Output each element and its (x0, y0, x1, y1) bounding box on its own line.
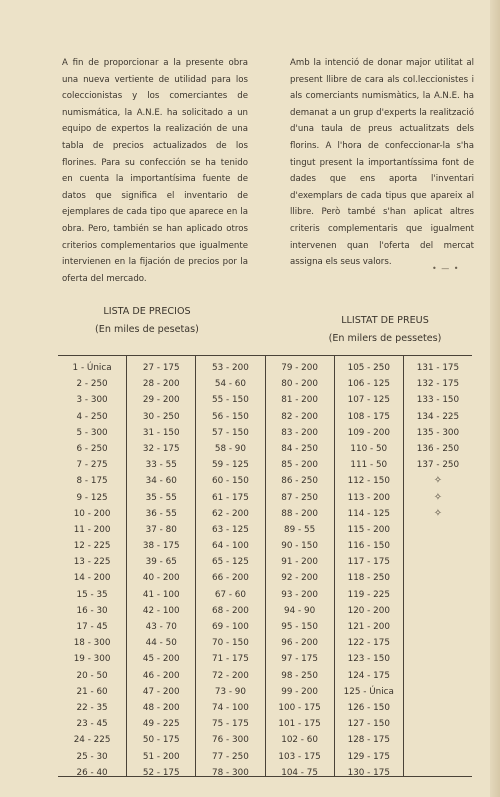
price-entry: 65 - 125 (212, 557, 249, 568)
price-entry: 52 - 175 (142, 767, 180, 778)
price-entry: 125 - Única (343, 686, 394, 697)
price-entry: 135 - 300 (416, 427, 460, 438)
price-entry: 127 - 150 (347, 719, 390, 730)
price-entry: 20 - 50 (76, 670, 108, 681)
price-entry: 85 - 200 (281, 460, 318, 471)
price-entry: 122 - 175 (347, 638, 390, 649)
price-entry: 115 - 200 (347, 524, 390, 535)
price-entry: 119 - 225 (347, 589, 390, 600)
price-entry: 100 - 175 (278, 702, 321, 713)
price-entry: 26 - 40 (76, 767, 108, 778)
price-entry: 68 - 200 (212, 605, 249, 616)
price-entry: 112 - 150 (347, 476, 390, 487)
price-entry: 99 - 200 (281, 686, 318, 697)
price-column (403, 356, 472, 776)
price-entry: 77 - 250 (212, 751, 249, 762)
price-entry: 93 - 200 (281, 589, 318, 600)
price-entry: 23 - 45 (76, 719, 108, 730)
price-entry: 17 - 45 (76, 622, 108, 632)
price-entry: 137 - 250 (416, 460, 460, 471)
price-entry: 71 - 175 (212, 654, 249, 665)
price-entry: 128 - 175 (347, 735, 390, 746)
price-entry: 6 - 250 (76, 443, 108, 454)
price-entry: 35 - 55 (145, 492, 177, 503)
price-entry: 44 - 50 (145, 638, 177, 649)
price-column (195, 356, 264, 776)
ornament: • — • (432, 264, 460, 273)
price-entry: 18 - 300 (73, 638, 111, 649)
price-entry: 86 - 250 (281, 476, 318, 487)
price-entry: 132 - 175 (416, 379, 460, 390)
price-entry: 38 - 175 (142, 541, 180, 552)
price-entry: 103 - 175 (278, 751, 321, 762)
price-entry: 121 - 200 (347, 622, 390, 632)
price-entry: 114 - 125 (347, 508, 390, 519)
price-entry: 90 - 150 (281, 541, 318, 552)
price-entry: 48 - 200 (142, 702, 180, 713)
price-entry: 109 - 200 (347, 427, 390, 438)
intro-paragraph-spanish: A fin de proporcionar a la presente obra una nueva vertiente de utilidad para los coleccionistas y los comerciantes de numismática, la A.N.E. ha solicitado a un equipo de expertos la realización de una tabla de precios actualizados de los florines. Para su confección se ha tenido en cuenta la importantísima fuente de datos que significa el inventario de ejemplares de cada tipo que aparece en la obra. Pero, también se han aplicado otros criterios complementarios que igualmente intervienen en la fijación de precios por la oferta del mercado. (62, 58, 248, 284)
price-entry: 102 - 60 (281, 735, 318, 746)
price-entry: 3 - 300 (76, 395, 108, 406)
price-entry: 110 - 50 (350, 443, 388, 454)
price-entry: 15 - 35 (76, 589, 108, 600)
price-entry: 55 - 150 (212, 395, 249, 406)
price-entry: 49 - 225 (142, 719, 180, 730)
price-entry: 64 - 100 (212, 541, 249, 552)
price-entry: 70 - 150 (212, 638, 249, 649)
price-entry: 47 - 200 (142, 686, 180, 697)
price-entry: 30 - 250 (142, 411, 180, 422)
price-entry: 124 - 175 (347, 670, 390, 681)
price-table (58, 355, 472, 777)
star-ornament-icon: ✧ (433, 507, 443, 519)
price-entry: 2 - 250 (76, 379, 108, 390)
price-entry: 75 - 175 (212, 719, 249, 730)
price-entry: 5 - 300 (76, 427, 108, 438)
price-entry: 25 - 30 (76, 751, 108, 762)
price-entry: 40 - 200 (142, 573, 180, 584)
price-entry: 36 - 55 (145, 508, 177, 519)
price-entry: 83 - 200 (281, 427, 318, 438)
price-entry: 34 - 60 (145, 476, 177, 487)
price-entry: 53 - 200 (212, 363, 249, 373)
price-entry: 117 - 175 (347, 557, 390, 568)
price-entry: 50 - 175 (142, 735, 180, 746)
price-entry: 97 - 175 (281, 654, 318, 665)
price-entry: 62 - 200 (212, 508, 249, 519)
price-entry: 63 - 125 (212, 524, 249, 535)
price-entry: 14 - 200 (73, 573, 111, 584)
price-entry: 79 - 200 (281, 363, 318, 373)
price-entry: 108 - 175 (347, 411, 390, 422)
price-entry: 80 - 200 (281, 379, 318, 390)
price-entry: 60 - 150 (212, 476, 249, 487)
price-entry: 33 - 55 (145, 460, 177, 471)
price-entry: 96 - 200 (281, 638, 318, 649)
price-entry: 12 - 225 (73, 541, 111, 552)
star-ornament-icon: ✧ (433, 475, 443, 487)
price-entry: 91 - 200 (281, 557, 318, 568)
price-column (126, 356, 195, 776)
price-entry: 118 - 250 (347, 573, 390, 584)
price-entry: 51 - 200 (142, 751, 180, 762)
page-edge (490, 0, 500, 797)
price-entry: 43 - 70 (145, 622, 177, 632)
price-entry: 92 - 200 (281, 573, 318, 584)
price-entry: 120 - 200 (347, 605, 390, 616)
price-entry: 16 - 30 (76, 605, 108, 616)
price-column (334, 356, 403, 776)
price-list-title-spanish: LISTA DE PRECIOS (103, 306, 191, 317)
price-list-subtitle-spanish: (En miles de pesetas) (95, 324, 199, 335)
price-list-title-catalan: LLISTAT DE PREUS (341, 315, 429, 326)
price-entry: 59 - 125 (212, 460, 249, 471)
price-entry: 94 - 90 (284, 605, 316, 616)
price-entry: 84 - 250 (281, 443, 318, 454)
price-entry: 111 - 50 (350, 460, 388, 471)
price-entry: 98 - 250 (281, 670, 318, 681)
price-entry: 58 - 90 (214, 443, 246, 454)
price-entry: 54 - 60 (214, 379, 246, 390)
price-entry: 95 - 150 (281, 622, 318, 632)
price-entry: 41 - 100 (142, 589, 180, 600)
price-entry: 19 - 300 (73, 654, 111, 665)
price-entry: 105 - 250 (347, 363, 390, 373)
price-entry: 9 - 125 (76, 492, 108, 503)
price-entry: 104 - 75 (281, 767, 318, 778)
price-entry: 1 - Única (72, 363, 112, 373)
price-entry: 101 - 175 (278, 719, 321, 730)
price-entry: 76 - 300 (212, 735, 249, 746)
price-entry: 89 - 55 (284, 524, 316, 535)
price-entry: 113 - 200 (347, 492, 390, 503)
price-entry: 29 - 200 (142, 395, 180, 406)
price-entry: 72 - 200 (212, 670, 249, 681)
price-entry: 27 - 175 (142, 363, 180, 373)
price-column (58, 356, 126, 776)
price-entry: 31 - 150 (142, 427, 180, 438)
price-entry: 130 - 175 (347, 767, 390, 778)
price-entry: 116 - 150 (347, 541, 390, 552)
price-entry: 74 - 100 (212, 702, 249, 713)
price-entry: 66 - 200 (212, 573, 249, 584)
price-entry: 46 - 200 (142, 670, 180, 681)
price-entry: 133 - 150 (416, 395, 460, 406)
price-entry: 134 - 225 (416, 411, 460, 422)
price-entry: 136 - 250 (416, 443, 460, 454)
price-list-subtitle-catalan: (En milers de pessetes) (328, 333, 442, 344)
price-entry: 21 - 60 (76, 686, 108, 697)
price-column (265, 356, 334, 776)
price-entry: 32 - 175 (142, 443, 180, 454)
price-entry: 78 - 300 (212, 767, 249, 778)
price-entry: 13 - 225 (73, 557, 111, 568)
price-entry: 106 - 125 (347, 379, 390, 390)
price-entry: 28 - 200 (142, 379, 180, 390)
price-entry: 81 - 200 (281, 395, 318, 406)
price-entry: 10 - 200 (73, 508, 111, 519)
price-entry: 22 - 35 (76, 702, 108, 713)
price-entry: 56 - 150 (212, 411, 249, 422)
price-entry: 67 - 60 (214, 589, 246, 600)
price-entry: 4 - 250 (76, 411, 108, 422)
price-list-header-spanish (72, 303, 222, 339)
price-entry: 24 - 225 (73, 735, 111, 746)
price-entry: 87 - 250 (281, 492, 318, 503)
price-entry: 39 - 65 (145, 557, 177, 568)
price-entry: 37 - 80 (145, 524, 177, 535)
price-entry: 61 - 175 (212, 492, 249, 503)
price-entry: 11 - 200 (73, 524, 111, 535)
price-entry: 7 - 275 (76, 460, 108, 471)
price-entry: 88 - 200 (281, 508, 318, 519)
price-entry: 107 - 125 (347, 395, 390, 406)
intro-paragraph-catalan: Amb la intenció de donar major utilitat al present llibre de cara als col.leccionistes i als comerciants numismàtics, la A.N.E. ha demanat a un grup d'experts la realització d'una taula de preus actualitzats dels florins. A l'hora de confeccionar-la s'ha tingut present la importantíssima font de dades que ens aporta l'inventari d'exemplars de cada tipus que apareix al llibre. Però també s'han aplicat altres criteris complementaris que igualment intervenen quan l'oferta del mercat assigna els seus valors. (290, 58, 474, 268)
star-ornament-icon: ✧ (433, 491, 443, 503)
price-entry: 82 - 200 (281, 411, 318, 422)
price-entry: 45 - 200 (142, 654, 180, 665)
price-entry: 8 - 175 (76, 476, 108, 487)
price-entry: 69 - 100 (212, 622, 249, 632)
price-list-header-catalan (305, 312, 465, 348)
price-entry: 131 - 175 (416, 363, 460, 373)
price-entry: 57 - 150 (212, 427, 249, 438)
price-entry: 126 - 150 (347, 702, 390, 713)
price-entry: 42 - 100 (142, 605, 180, 616)
price-entry: 73 - 90 (214, 686, 246, 697)
price-entry: 123 - 150 (347, 654, 390, 665)
price-entry: 129 - 175 (347, 751, 390, 762)
